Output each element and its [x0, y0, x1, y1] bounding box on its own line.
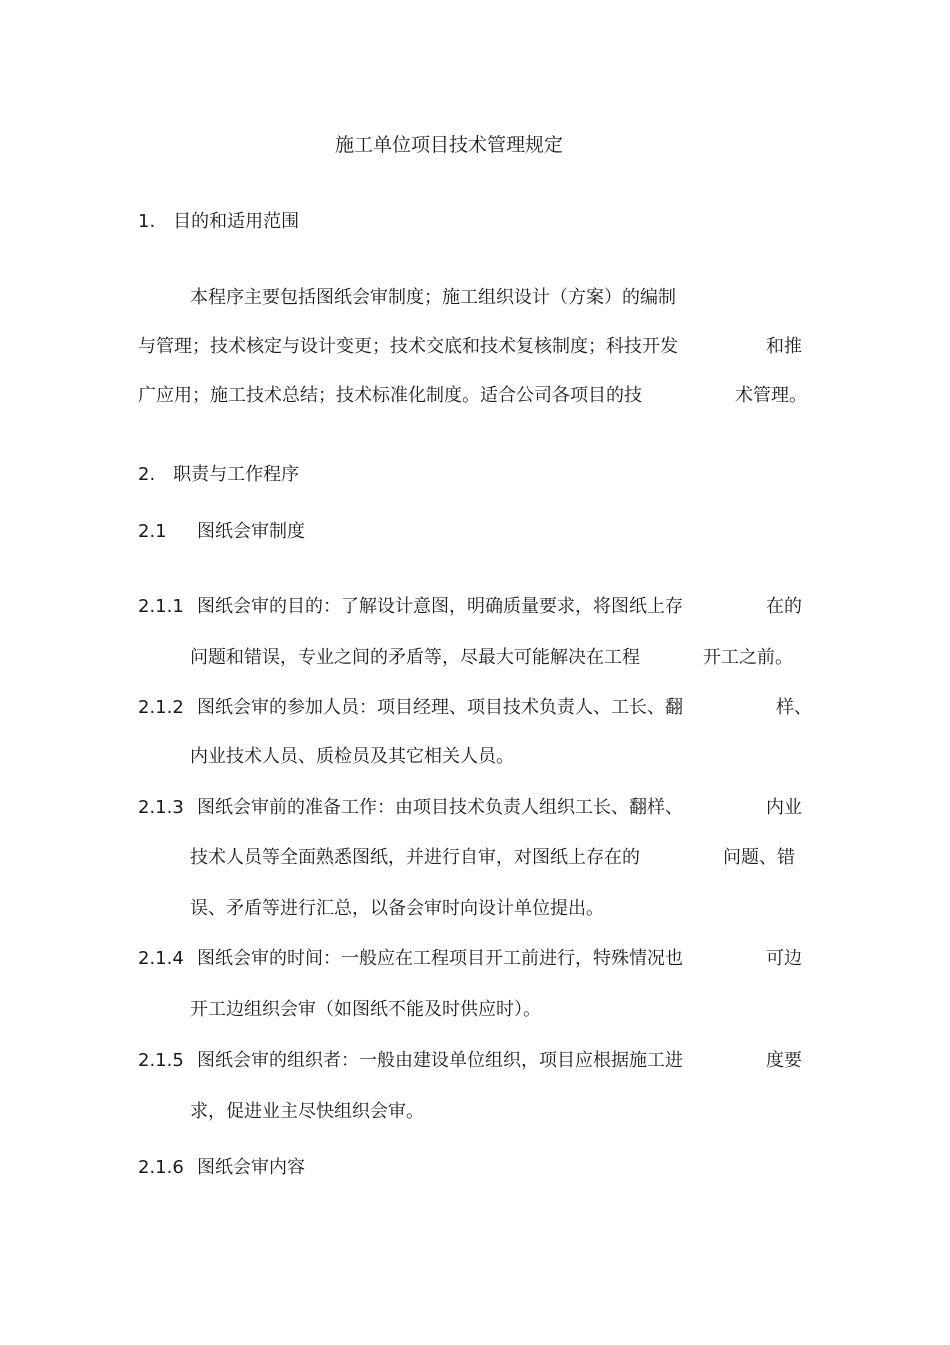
item-2-1-4-number: 2.1.4 [138, 948, 184, 969]
subsection-2-1-title: 图纸会审制度 [197, 521, 305, 542]
item-2-1-1-line-1-end: 在的 [766, 596, 802, 617]
item-2-1-3-line-1: 图纸会审前的准备工作：由项目技术负责人组织工长、翻样、 [197, 797, 683, 818]
section-1-para-line-2-end: 和推 [766, 336, 802, 357]
item-2-1-3-line-1-end: 内业 [766, 797, 802, 818]
item-2-1-1-number: 2.1.1 [138, 596, 184, 617]
item-2-1-2-line-2: 内业技术人员、质检员及其它相关人员。 [190, 746, 514, 767]
item-2-1-1-line-2: 问题和错误，专业之间的矛盾等，尽最大可能解决在工程 [190, 647, 640, 668]
document-title: 施工单位项目技术管理规定 [335, 134, 564, 156]
section-1-heading: 1. 目的和适用范围 [138, 211, 300, 232]
item-2-1-2-number: 2.1.2 [138, 697, 184, 718]
item-2-1-6-title: 图纸会审内容 [197, 1157, 305, 1178]
item-2-1-3-number: 2.1.3 [138, 797, 184, 818]
item-2-1-6-number: 2.1.6 [138, 1157, 184, 1178]
item-2-1-1-line-1: 图纸会审的目的：了解设计意图，明确质量要求，将图纸上存 [197, 596, 683, 617]
item-2-1-5-line-1: 图纸会审的组织者：一般由建设单位组织，项目应根据施工进 [197, 1050, 683, 1071]
item-2-1-3-line-2: 技术人员等全面熟悉图纸，并进行自审，对图纸上存在的 [190, 847, 640, 868]
item-2-1-5-line-2: 求，促进业主尽快组织会审。 [190, 1101, 424, 1122]
item-2-1-3-line-3: 误、矛盾等进行汇总，以备会审时向设计单位提出。 [190, 898, 604, 919]
item-2-1-3-line-2-end: 问题、错 [723, 847, 795, 868]
section-1-para-line-3-end: 术管理。 [735, 385, 807, 406]
item-2-1-4-line-1: 图纸会审的时间：一般应在工程项目开工前进行，特殊情况也 [197, 948, 683, 969]
section-1-para-line-2: 与管理；技术核定与设计变更；技术交底和技术复核制度；科技开发 [138, 336, 678, 357]
item-2-1-2-line-1-end: 样、 [776, 697, 812, 718]
item-2-1-1-line-2-end: 开工之前。 [703, 647, 793, 668]
item-2-1-2-line-1: 图纸会审的参加人员：项目经理、项目技术负责人、工长、翻 [197, 697, 683, 718]
item-2-1-4-line-2: 开工边组织会审（如图纸不能及时供应时）。 [190, 999, 541, 1020]
item-2-1-5-line-1-end: 度要 [766, 1050, 802, 1071]
section-2-heading: 2. 职责与工作程序 [138, 464, 300, 485]
section-1-para-line-3: 广应用；施工技术总结；技术标准化制度。适合公司各项目的技 [138, 385, 642, 406]
item-2-1-4-line-1-end: 可边 [766, 948, 802, 969]
subsection-2-1-number: 2.1 [138, 521, 167, 542]
item-2-1-5-number: 2.1.5 [138, 1050, 184, 1071]
section-1-para-line-1: 本程序主要包括图纸会审制度；施工组织设计（方案）的编制 [190, 287, 676, 308]
